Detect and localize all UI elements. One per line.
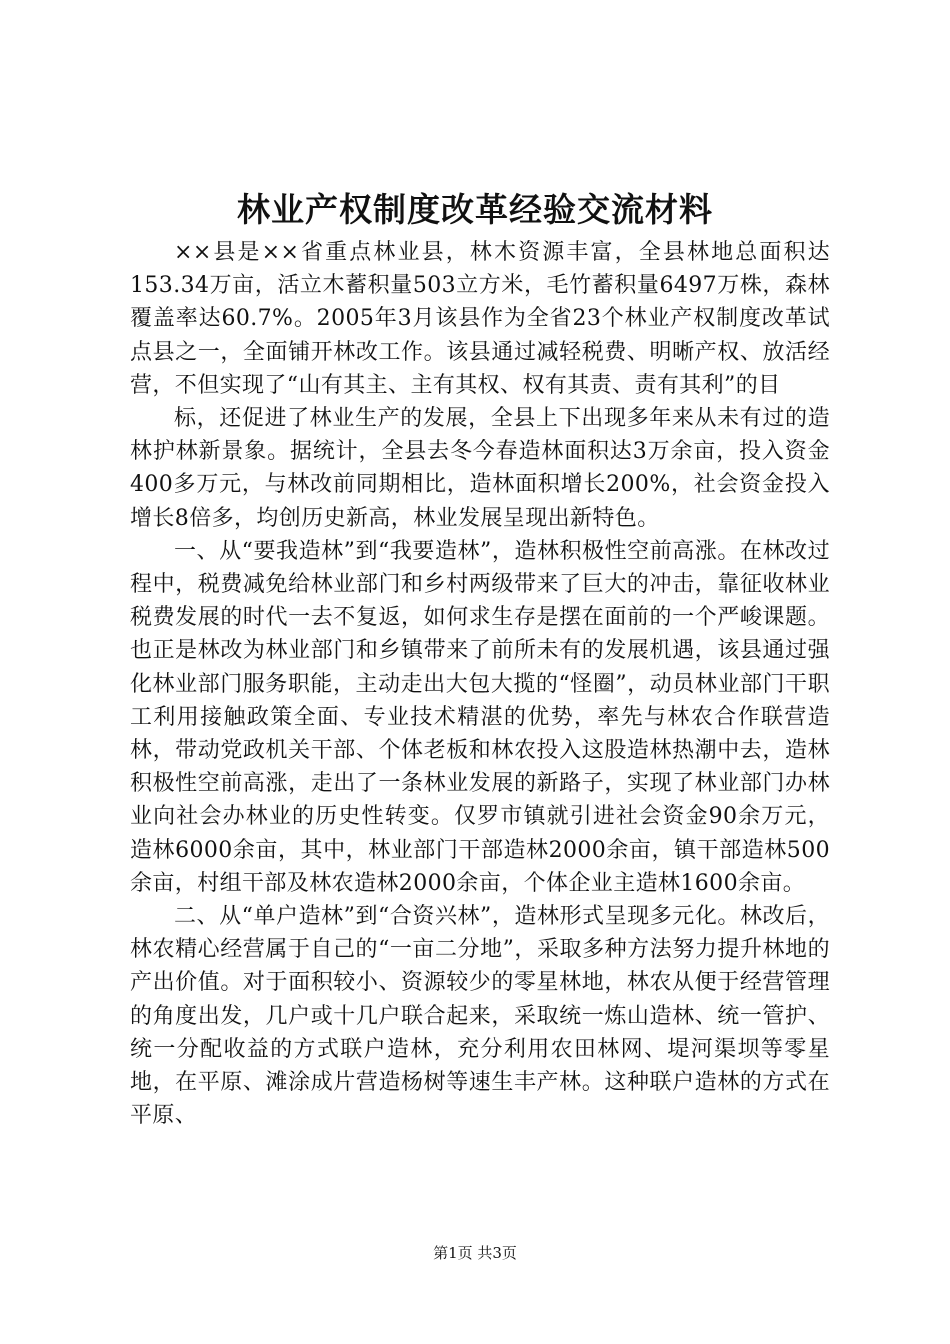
paragraph-section-two: 二、从“单户造林”到“合资兴林”，造林形式呈现多元化。林改后，林农精心经营属于自己的“一亩二分地”，采取多种方法努力提升林地的产出价值。对于面积较小、资源较少的零星林地，林农从便于经营管理的角度出发，几户或十几户联合起来，采取统一炼山造林、统一管护、统一分配收益的方式联户造林，充分利用农田林网、堤河渠坝等零星地，在平原、滩涂成片营造杨树等速生丰产林。这种联户造林的方式在平原、: [130, 904, 830, 1129]
document-body: [130, 236, 830, 1132]
paragraph-section-one: 一、从“要我造林”到“我要造林”，造林积极性空前高涨。在林改过程中，税费减免给林业部门和乡村两级带来了巨大的冲击，靠征收林业税费发展的时代一去不复返，如何求生存是摆在面前的一个严峻课题。也正是林改为林业部门和乡镇带来了前所未有的发展机遇，该县通过强化林业部门服务职能，主动走出大包大揽的“怪圈”，动员林业部门干职工利用接触政策全面、专业技术精湛的优势，率先与林农合作联营造林，带动党政机关干部、个体老板和林农投入这股造林热潮中去，造林积极性空前高涨，走出了一条林业发展的新路子，实现了林业部门办林业向社会办林业的历史性转变。仅罗市镇就引进社会资金90余万元，造林6000余亩，其中，林业部门干部造林2000余亩，镇干部造林500余亩，村组干部及林农造林2000余亩，个体企业主造林1600余亩。: [130, 538, 830, 896]
page-footer: 第1页 共3页: [433, 1244, 517, 1262]
paragraph-intro: ××县是××省重点林业县，林木资源丰富，全县林地总面积达153.34万亩，活立木蓄积量503立方米，毛竹蓄积量6497万株，森林覆盖率达60.7%。2005年3月该县作为全省23个林业产权制度改革试点县之一，全面铺开林改工作。该县通过减轻税费、明晰产权、放活经营，不但实现了“山有其主、主有其权、权有其责、责有其利”的目: [130, 240, 830, 398]
paragraph-results: 标，还促进了林业生产的发展，全县上下出现多年来从未有过的造林护林新景象。据统计，全县去冬今春造林面积达3万余亩，投入资金400多万元，与林改前同期相比，造林面积增长200%，社会资金投入增长8倍多，均创历史新高，林业发展呈现出新特色。: [130, 406, 830, 531]
document-title: 林业产权制度改革经验交流材料: [237, 190, 713, 229]
